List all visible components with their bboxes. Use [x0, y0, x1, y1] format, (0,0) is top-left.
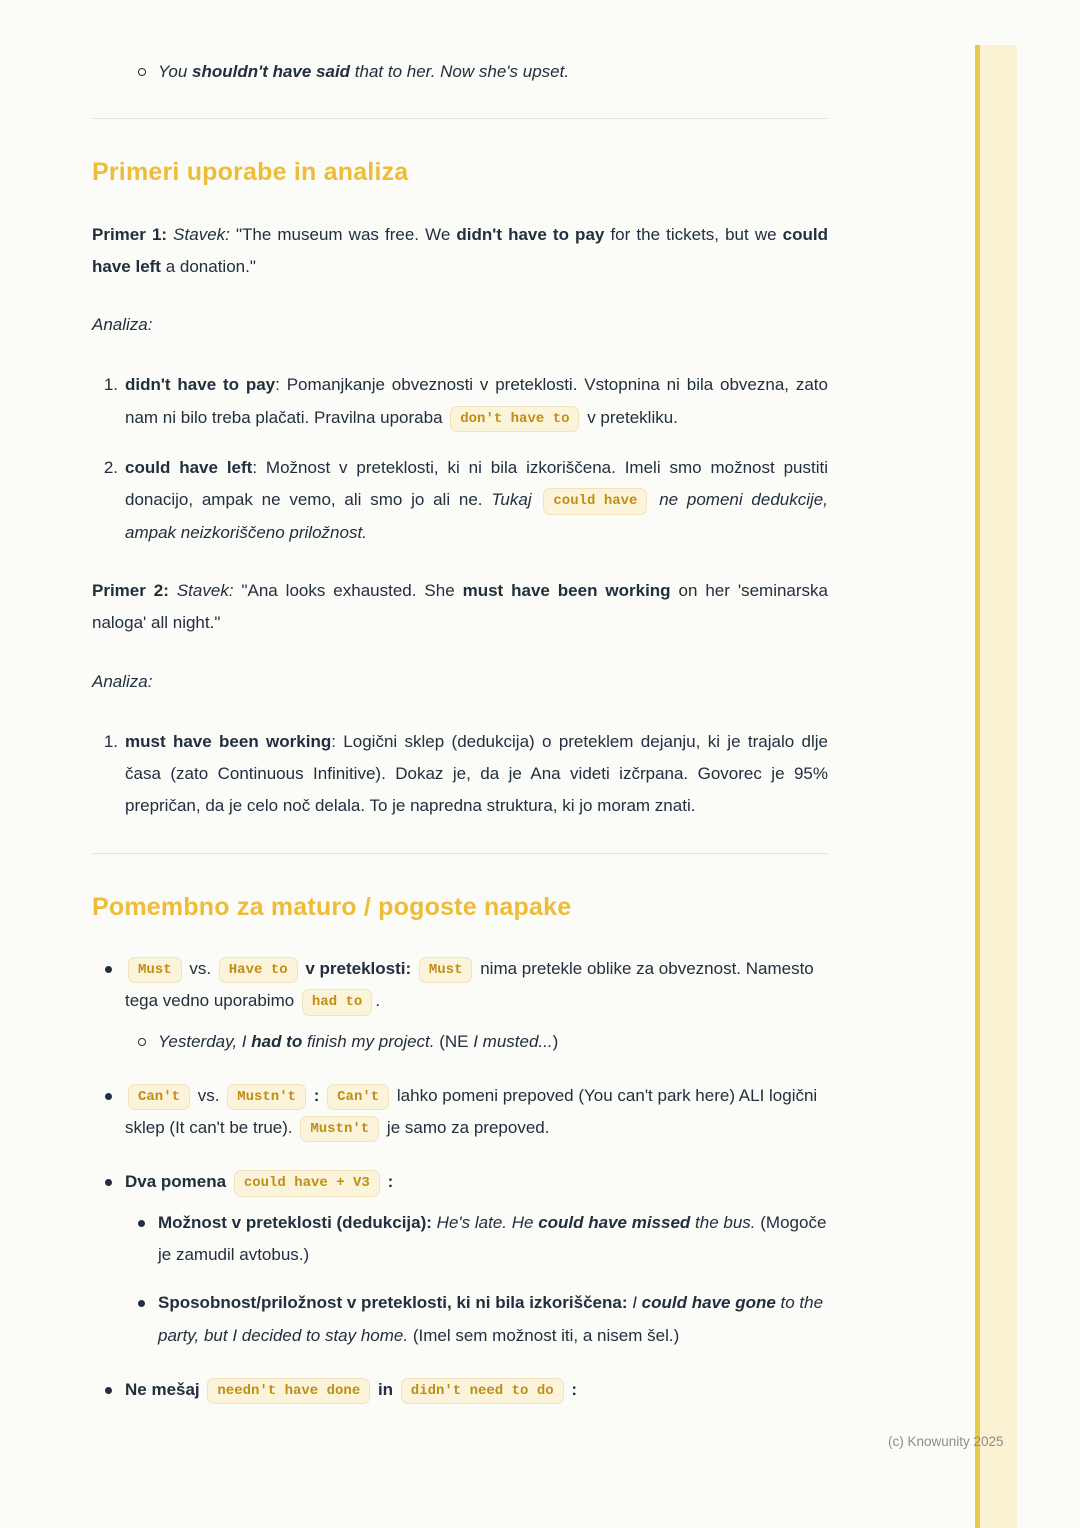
- section-heading-primeri: Primeri uporabe in analiza: [92, 158, 409, 187]
- list-item-text: must have been working: Logični sklep (dedukcija) o preteklem dejanju, ki je trajalo dlje časa (zato Continuous Infinitive). Dokaz je, da je Ana videti izčrpana. Govorec je 95% prepričan, da je celo noč delala. To je napredna struktura, ki jo moram znati.: [125, 731, 828, 816]
- bullet-marker: [92, 1080, 125, 1145]
- list-item: [125, 1207, 828, 1272]
- list-item: [92, 452, 828, 549]
- circle-bullet-icon: [138, 1038, 146, 1046]
- list-item-text: didn't have to pay: Pomanjkanje obveznosti v preteklosti. Vstopnina ni bila obvezna, zato nam ni bilo treba plačati. Pravilna uporaba don't have to v pretekliku.: [125, 369, 828, 434]
- list-item-text: Sposobnost/priložnost v preteklosti, ki ni bila izkoriščena: I could have gone to the party, but I decided to stay home. (Imel sem možnost iti, a nisem šel.): [158, 1293, 824, 1345]
- list-item: [92, 1374, 828, 1406]
- bullet-marker: [92, 1166, 125, 1351]
- primer1-paragraph: Primer 1: Stavek: "The museum was free. We didn't have to pay for the tickets, but we could have left a donation.": [92, 224, 829, 276]
- bullet-marker: [125, 1207, 158, 1272]
- list-number: 1.: [103, 731, 118, 751]
- list-item-text: Yesterday, I had to finish my project. (NE I musted...): [158, 1031, 559, 1051]
- analiza2-label: Analiza:: [92, 671, 153, 691]
- list-item: [92, 1080, 828, 1145]
- disc-bullet-icon: [138, 1220, 145, 1227]
- document-body: [92, 0, 828, 1432]
- list-item-body: [125, 1374, 828, 1406]
- list-item-body: [158, 1026, 828, 1058]
- list-item-text: Ne mešaj needn't have done in didn't need to do :: [125, 1374, 828, 1406]
- list-item-body: [158, 1287, 828, 1352]
- common-mistakes-list: [92, 953, 828, 1406]
- sub-list: [125, 1207, 828, 1352]
- list-item-text: Can't vs. Mustn't : Can't lahko pomeni prepoved (You can't park here) ALI logični sklep (It can't be true). Mustn't je samo za prepoved.: [125, 1080, 828, 1145]
- list-item-text: could have left: Možnost v preteklosti, ki ni bila izkoriščena. Imeli smo možnost pustiti donacijo, ampak ne vemo, ali smo jo ali ne. Tukaj could have ne pomeni dedukcije, ampak neizkoriščeno priložnost.: [125, 458, 828, 542]
- copyright-watermark: (c) Knowunity 2025: [888, 1434, 1004, 1449]
- bullet-marker: [125, 1287, 158, 1352]
- list-item: [92, 726, 828, 823]
- page-edge-band: [975, 45, 1017, 1528]
- list-item-body: [125, 452, 828, 549]
- bullet-marker: [125, 56, 158, 88]
- sub-list: [125, 1026, 828, 1058]
- section-divider: [92, 853, 828, 854]
- disc-bullet-icon: [105, 1387, 112, 1394]
- list-item: [92, 1166, 828, 1351]
- bullet-marker: [92, 953, 125, 1058]
- list-item: [125, 1287, 828, 1352]
- list-item-body: [125, 1166, 828, 1351]
- list-item-body: [125, 953, 828, 1058]
- disc-bullet-icon: [105, 1093, 112, 1100]
- list-item-text: Dva pomena could have + V3 :: [125, 1166, 828, 1198]
- analiza1-label: Analiza:: [92, 315, 153, 335]
- list-item-body: [125, 726, 828, 823]
- list-item: [125, 56, 828, 88]
- list-item: [92, 953, 828, 1058]
- list-number: 1.: [103, 375, 118, 395]
- circle-bullet-icon: [138, 68, 146, 76]
- list-number: 2.: [103, 458, 118, 478]
- list-item-body: [125, 369, 828, 434]
- list-item-body: [158, 56, 828, 88]
- disc-bullet-icon: [105, 966, 112, 973]
- list-item: [92, 369, 828, 434]
- list-item-body: [158, 1207, 828, 1272]
- section-heading-pomembno: Pomembno za maturo / pogoste napake: [92, 892, 572, 921]
- list-item-body: [125, 1080, 828, 1145]
- analysis-list-1: [92, 369, 828, 548]
- disc-bullet-icon: [138, 1300, 145, 1307]
- bullet-marker: [92, 1374, 125, 1406]
- list-item-text: Možnost v preteklosti (dedukcija): He's late. He could have missed the bus. (Mogoče je zamudil avtobus.): [158, 1212, 827, 1265]
- section-divider: [92, 118, 828, 119]
- list-item-text: Must vs. Have to v preteklosti: Must nima pretekle oblike za obveznost. Namesto tega vedno uporabimo had to .: [125, 953, 828, 1018]
- disc-bullet-icon: [105, 1179, 112, 1186]
- list-item-text: You shouldn't have said that to her. Now she's upset.: [158, 62, 570, 81]
- primer2-paragraph: Primer 2: Stavek: "Ana looks exhausted. She must have been working on her 'seminarska naloga' all night.": [92, 580, 828, 633]
- list-item: [125, 1026, 828, 1058]
- intro-bullet-list: [125, 56, 828, 88]
- bullet-marker: [125, 1026, 158, 1058]
- analysis-list-2: [92, 726, 828, 823]
